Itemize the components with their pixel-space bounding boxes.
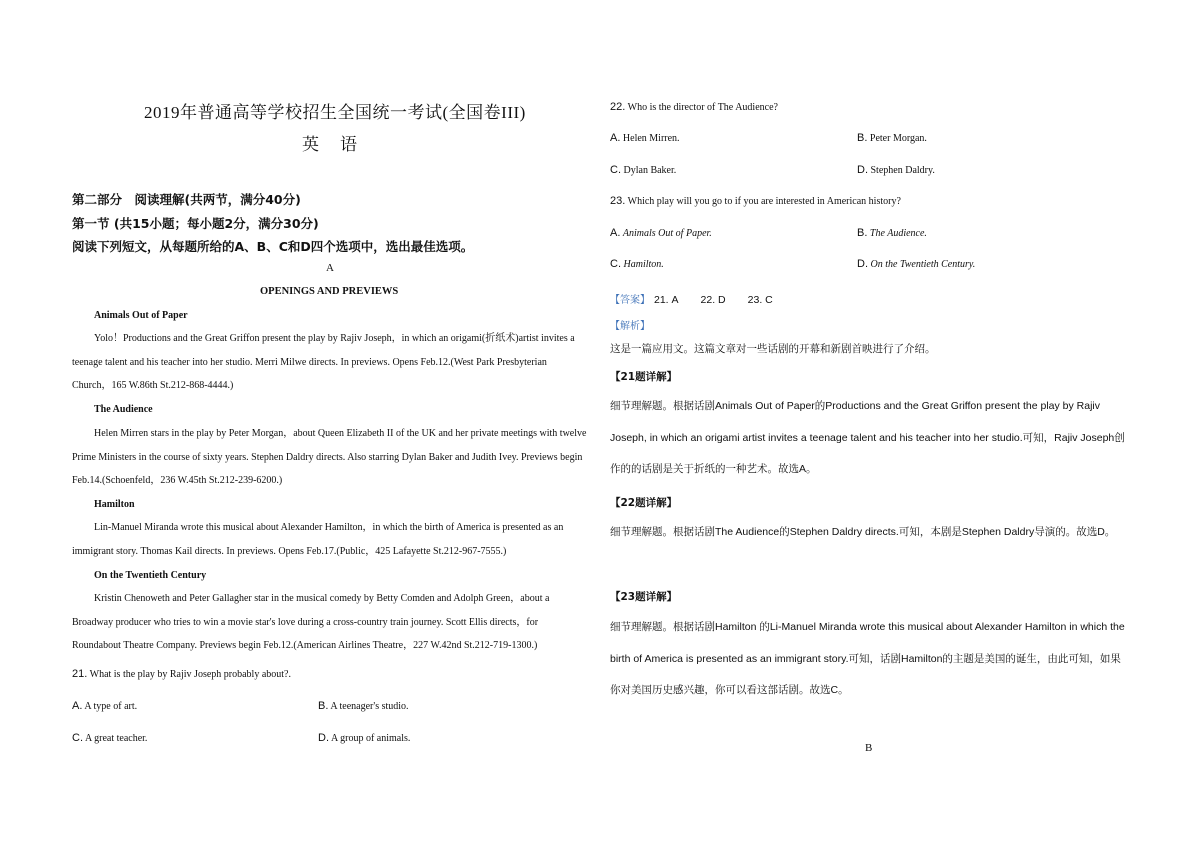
detail-heading: 【21题详解】 [610,371,678,383]
detail-text: 细节理解题。根据话剧Animals Out of Paper的Productions and the Great Griffon present the play by Rajiv Joseph, in which an origami artist invites a teenage talent and his teacher into her studio.可知，Rajiv Joseph创作的的话剧是关于折纸的一种艺术。故选A。 [610,400,1125,475]
option-b[interactable]: B. Peter Morgan. [857,132,927,144]
passage-letter: A [326,262,334,274]
subject-title: 英 语 [302,135,359,154]
detail-text: 细节理解题。根据话剧The Audience的Stephen Daldry directs.可知，本剧是Stephen Daldry导演的。故选D。 [610,526,1116,538]
question-22 [610,101,778,113]
answer-line [610,290,773,308]
analysis-summary: 这是一篇应用文。这篇文章对一些话剧的开幕和新剧首映进行了介绍。 [610,344,936,355]
detail-heading: 【22题详解】 [610,497,678,509]
play-description: Lin-Manuel Miranda wrote this musical about Alexander Hamilton，in which the birth of America is presented as an immigrant story. Thomas Kail directs. In previews. Opens Feb.17.(Public，425 Lafayette St.212-967-7555.) [72,522,564,557]
passage-heading: OPENINGS AND PREVIEWS [260,286,399,297]
passage-letter: B [865,742,873,754]
option-a[interactable]: A. Helen Mirren. [610,132,680,144]
question-text: Which play will you go to if you are interested in American history? [627,196,901,207]
answer-value: 23. C [747,294,773,306]
question-text: What is the play by Rajiv Joseph probably about?. [89,669,291,680]
play-name: On the Twentieth Century [94,570,207,581]
question-number: 23. [610,195,626,207]
option-c[interactable]: C. A great teacher. [72,732,148,744]
option-a[interactable]: A. A type of art. [72,700,138,712]
play-name: Animals Out of Paper [94,310,188,321]
option-b[interactable]: B. The Audience. [857,227,927,239]
question-21 [72,668,291,680]
play-name: The Audience [94,404,153,415]
option-d[interactable]: D. A group of animals. [318,732,411,744]
play-description: Helen Mirren stars in the play by Peter Morgan，about Queen Elizabeth II of the UK and her private meetings with twelve Prime Ministers in the course of sixty years. Stephen Daldry directs. Also starring Dylan Baker and Judith Ivey. Previews begin Feb.14.(Schoenfeld，236 W.45th St.212-239-6200.) [72,428,587,487]
answer-value: 21. A [654,294,679,306]
option-d[interactable]: D. Stephen Daldry. [857,164,935,176]
part-heading: 第二部分 阅读理解(共两节，满分40分) [72,192,301,207]
option-b[interactable]: B. A teenager's studio. [318,700,409,712]
exam-title: 2019年普通高等学校招生全国统一考试(全国卷III) [144,103,526,122]
question-23 [610,195,901,207]
question-text: Who is the director of The Audience? [627,102,778,113]
play-description: Yolo！Productions and the Great Griffon present the play by Rajiv Joseph，in which an origami(折纸术)artist invites a teenage talent and his teacher into her studio. Merri Milwe directs. In previews. Opens Feb.12.(West Park Presbyterian Church，165 W.86th St.212-868-4444.) [72,333,575,392]
detail-heading: 【23题详解】 [610,591,678,603]
analysis-tag: 【解析】 [610,321,650,332]
question-number: 22. [610,101,626,113]
option-c[interactable]: C. Hamilton. [610,258,664,270]
play-name: Hamilton [94,499,135,510]
option-d[interactable]: D. On the Twentieth Century. [857,258,976,270]
answer-tag: 【答案】 [610,295,650,306]
detail-text: 细节理解题。根据话剧Hamilton 的Li-Manuel Miranda wrote this musical about Alexander Hamilton in which the birth of America is presented as an immigrant story.可知，话剧Hamilton的主题是美国的诞生，由此可知，如果你对美国历史感兴趣，你可以看这部话剧。故选C。 [610,621,1125,696]
answer-value: 22. D [700,294,726,306]
instruction-text: 阅读下列短文，从每题所给的A、B、C和D四个选项中，选出最佳选项。 [72,239,474,254]
subsection-heading: 第一节 (共15小题；每小题2分，满分30分) [72,216,319,231]
question-number: 21. [72,668,88,680]
play-description: Kristin Chenoweth and Peter Gallagher star in the musical comedy by Betty Comden and Adolph Green，about a Broadway producer who tries to win a movie star's love during a cross-country train journey. Scott Ellis directs，for Roundabout Theatre Company. Previews begin Feb.12.(American Airlines Theatre，227 W.42nd St.212-719-1300.) [72,593,550,652]
option-a[interactable]: A. Animals Out of Paper. [610,227,712,239]
option-c[interactable]: C. Dylan Baker. [610,164,677,176]
